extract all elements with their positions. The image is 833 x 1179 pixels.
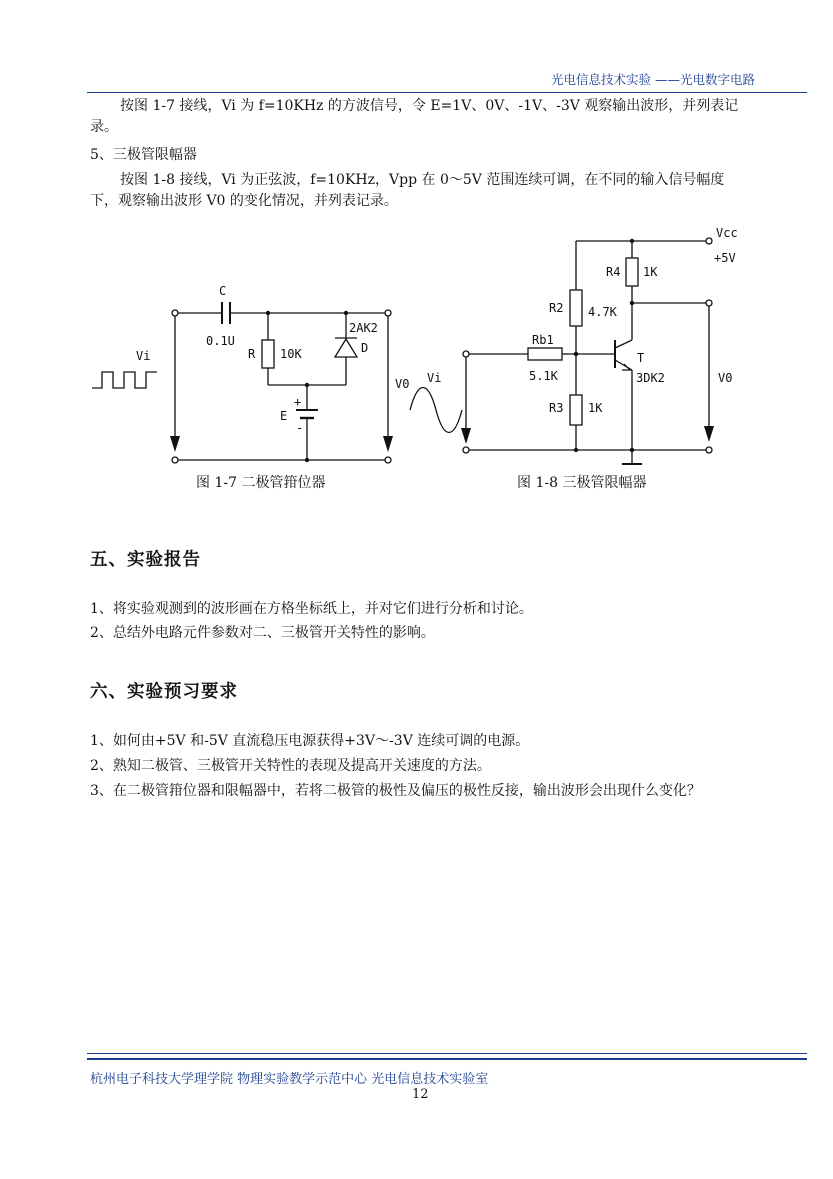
page-number: 12	[412, 1087, 429, 1102]
fig7-label-vo: V0	[395, 377, 410, 391]
fig8-label-t-model: 3DK2	[636, 371, 665, 385]
section-6-item-2: 2、熟知二极管、三极管开关特性的表现及提高开关速度的方法。	[90, 758, 491, 774]
fig7-caption: 图 1-7 二极管箝位器	[196, 475, 326, 491]
fig8-caption: 图 1-8 三极管限幅器	[517, 475, 647, 491]
running-header: 光电信息技术实验 ——光电数字电路	[551, 72, 755, 87]
section-6-item-3: 3、在二极管箝位器和限幅器中，若将二极管的极性及偏压的极性反接，输出波形会出现什么变化？	[90, 783, 701, 799]
fig8-label-r2-value: 4.7K	[588, 305, 617, 319]
fig7-label-r-value: 10K	[280, 347, 302, 361]
fig7-label-c-value: 0.1U	[206, 334, 235, 348]
fig7-label-c: C	[219, 284, 227, 298]
fig8-label-t: T	[637, 351, 645, 365]
footer-rule-thick	[87, 1058, 807, 1060]
fig8-label-r3: R3	[549, 401, 564, 415]
section-6-item-1: 1、如何由+5V 和-5V 直流稳压电源获得+3V～-3V 连续可调的电源。	[90, 733, 530, 749]
fig7-label-d: D	[361, 341, 369, 355]
fig8-label-vcc-value: +5V	[714, 251, 736, 265]
item-5-heading: 5、三极管限幅器	[90, 147, 197, 163]
fig8-label-r2: R2	[549, 301, 564, 315]
fig8-label-vcc: Vcc	[716, 226, 738, 240]
footer-rule-thin	[87, 1053, 807, 1054]
section-6-title: 六、实验预习要求	[90, 682, 238, 702]
section-5-item-2: 2、总结外电路元件参数对二、三极管开关特性的影响。	[90, 625, 435, 641]
section-5-item-1: 1、将实验观测到的波形画在方格坐标纸上，并对它们进行分析和讨论。	[90, 601, 533, 617]
fig7-label-minus: -	[296, 421, 304, 435]
fig7-label-diode-model: 2AK2	[349, 321, 378, 335]
paragraph-fig7-instructions: 按图 1-7 接线，Vi 为 f=10KHz 的方波信号，令 E=1V、0V、-1V、-3V 观察输出波形，并列表记录。	[90, 98, 739, 135]
fig8-label-rb1: Rb1	[532, 333, 554, 347]
fig7-label-r: R	[248, 347, 256, 361]
paragraph-fig8-instructions: 按图 1-8 接线，Vi 为正弦波，f=10KHz，Vpp 在 0～5V 范围连续可调，在不同的输入信号幅度下，观察输出波形 V0 的变化情况，并列表记录。	[90, 172, 725, 209]
circuit-figures	[0, 0, 833, 520]
fig7-label-e: E	[280, 409, 288, 423]
fig8-label-vi: Vi	[427, 371, 442, 385]
fig8-label-vo: V0	[718, 371, 733, 385]
fig8-label-r3-value: 1K	[588, 401, 603, 415]
section-5-title: 五、实验报告	[90, 550, 201, 570]
fig8-label-rb1-value: 5.1K	[529, 369, 558, 383]
fig8-label-r4-value: 1K	[643, 265, 658, 279]
fig7-label-vi: Vi	[136, 349, 151, 363]
footer-institution: 杭州电子科技大学理学院 物理实验教学示范中心 光电信息技术实验室	[90, 1072, 489, 1087]
fig7-label-plus: +	[294, 395, 302, 409]
fig8-label-r4: R4	[606, 265, 621, 279]
